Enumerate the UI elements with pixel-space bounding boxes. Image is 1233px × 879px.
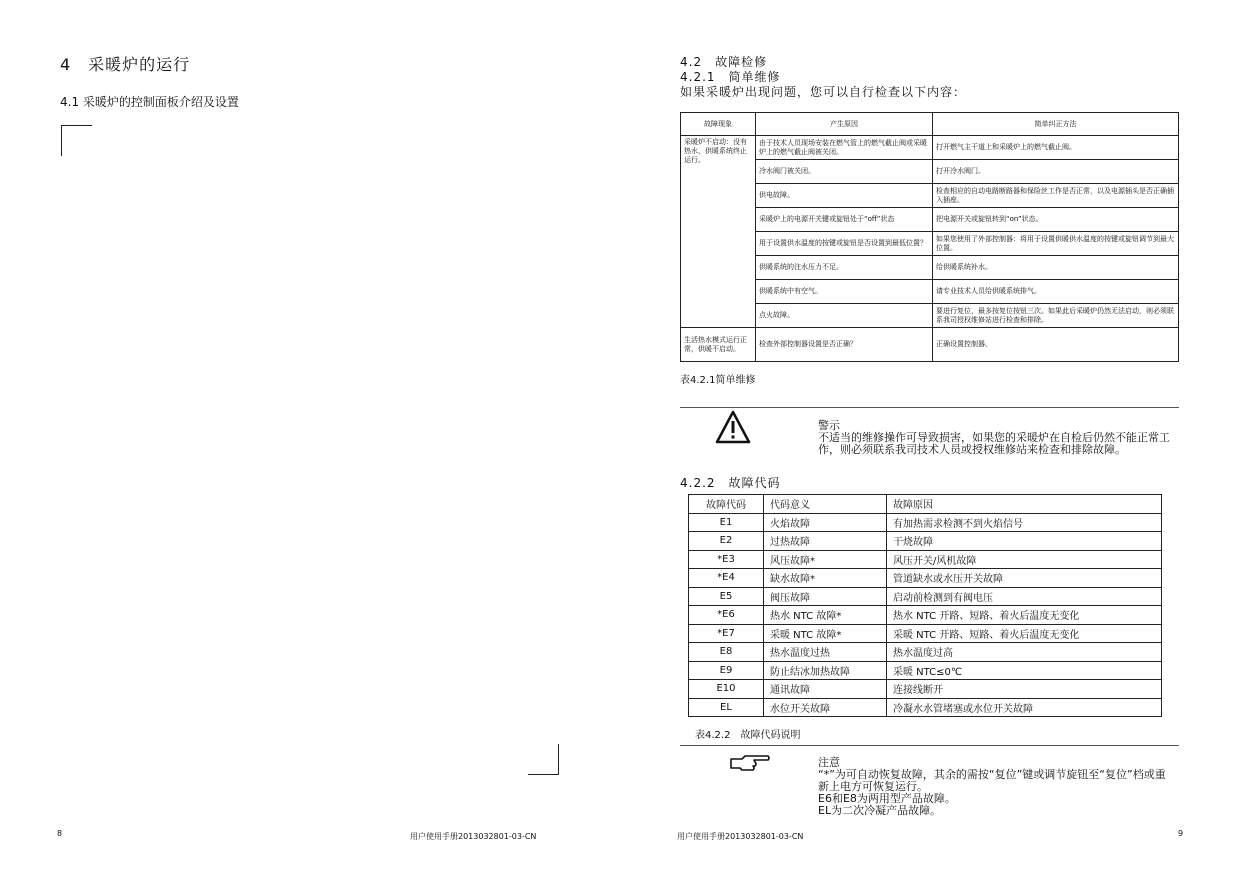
symptom-cell: 采暖炉不启动：没有热水，供暖系统终止运行。 [681,136,756,328]
subsection-title-fault-codes: 4.2.2 故障代码 [680,476,781,490]
intro-text: 如果采暖炉出现问题，您可以自行检查以下内容： [680,85,967,99]
warning-text: 不适当的维修操作可导致损害，如果您的采暖炉在自检后仍然不能正常工作，则必须联系我司技术人员或授权维修站来检查和排除故障。 [818,431,1170,456]
cause-cell: 点火故障。 [756,304,933,328]
section-title: 4 采暖炉的运行 [60,55,191,74]
code-cell: E5 [689,587,764,606]
fix-cell: 正确设置控制器。 [933,328,1179,362]
meaning-cell: 缺水故障* [764,569,887,588]
warning-triangle-icon [714,409,752,445]
fix-cell: 如果您使用了外部控制器：将用于设置供暖供水温度的按键或旋钮调节到最大位置。 [933,232,1179,256]
table-row [689,587,1162,606]
table-row [689,550,1162,569]
note-divider [680,745,1179,746]
page-number-right: 9 [1178,829,1184,838]
table-row [689,680,1162,699]
reason-cell: 启动前检测到有阀电压 [887,587,1162,606]
reason-cell: 风压开关/风机故障 [887,550,1162,569]
reason-cell: 热水温度过高 [887,643,1162,662]
reason-cell: 管道缺水或水压开关故障 [887,569,1162,588]
note-title: 注意 [818,756,840,769]
troubleshooting-table [680,112,1179,362]
reason-cell: 采暖 NTC 开路、短路、着火后温度无变化 [887,624,1162,643]
warning-block [818,420,1173,456]
meaning-cell: 通讯故障 [764,680,887,699]
header-cause: 产生原因 [756,113,933,136]
meaning-cell: 阀压故障 [764,587,887,606]
reason-cell: 有加热需求检测不到火焰信号 [887,513,1162,532]
reason-cell: 采暖 NTC≤0℃ [887,661,1162,680]
warning-divider [680,407,1179,408]
header-reason: 故障原因 [887,495,1162,514]
table-row [681,136,1179,160]
table-header-row [681,113,1179,136]
table2-caption: 表4.2.2 故障代码说明 [695,730,801,741]
table-header-row [689,495,1162,514]
image-frame-corner-bottom-right [528,744,559,775]
footer-right: 用户使用手册2013032801-03-CN [677,832,804,841]
table-row [681,328,1179,362]
code-cell: E8 [689,643,764,662]
section-title-fault: 4.2 故障检修 [680,55,768,69]
meaning-cell: 采暖 NTC 故障* [764,624,887,643]
code-cell: E1 [689,513,764,532]
fix-cell: 检查相应的自动电路断路器和保险丝工作是否正常，以及电源插头是否正确插入插座。 [933,184,1179,208]
note-block [818,757,1173,817]
pointing-hand-icon [728,752,772,774]
header-meaning: 代码意义 [764,495,887,514]
fix-cell: 把电源开关或旋钮转到“on”状态。 [933,208,1179,232]
table-row [681,304,1179,328]
note-line-2: E6和E8为两用型产品故障。 [818,792,956,805]
cause-cell: 检查外部控制器设置是否正确？ [756,328,933,362]
table1-caption: 表4.2.1简单维修 [680,375,756,386]
meaning-cell: 热水 NTC 故障* [764,606,887,625]
meaning-cell: 水位开关故障 [764,698,887,717]
table-row [689,661,1162,680]
table-row [681,208,1179,232]
cause-cell: 冷水阀门被关闭。 [756,160,933,184]
fix-cell: 要进行复位，最多按复位按钮三次。如果此后采暖炉仍然无法启动，则必须联系我司授权维修站进行检查和排除。 [933,304,1179,328]
meaning-cell: 风压故障* [764,550,887,569]
symptom-cell: 生活热水模式运行正常，供暖不启动。 [681,328,756,362]
reason-cell: 连接线断开 [887,680,1162,699]
cause-cell: 供电故障。 [756,184,933,208]
code-cell: E9 [689,661,764,680]
note-line-3: EL为二次冷凝产品故障。 [818,804,942,817]
meaning-cell: 热水温度过热 [764,643,887,662]
fix-cell: 打开燃气主干道上和采暖炉上的燃气截止阀。 [933,136,1179,160]
cause-cell: 供暖系统的注水压力不足。 [756,256,933,280]
table-row [681,232,1179,256]
code-cell: E2 [689,532,764,551]
image-frame-corner-top-left [61,125,92,156]
table-row [689,624,1162,643]
cause-cell: 供暖系统中有空气。 [756,280,933,304]
table-row [681,256,1179,280]
table-row [681,280,1179,304]
code-cell: E10 [689,680,764,699]
cause-cell: 由于技术人员现场安装在燃气管上的燃气截止阀或采暖炉上的燃气截止阀被关闭。 [756,136,933,160]
table-row [689,569,1162,588]
subsection-title: 4.1 采暖炉的控制面板介绍及设置 [60,95,239,109]
cause-cell: 采暖炉上的电源开关键或旋钮处于“off”状态 [756,208,933,232]
fix-cell: 给供暖系统补水。 [933,256,1179,280]
footer-left: 用户使用手册2013032801-03-CN [410,832,537,841]
header-symptom: 故障现象 [681,113,756,136]
reason-cell: 冷凝水水管堵塞或水位开关故障 [887,698,1162,717]
code-cell: EL [689,698,764,717]
note-line-1: “*”为可自动恢复故障，其余的需按“复位”键或调节旋钮至“复位”档或重新上电方可恢复运行。 [818,768,1166,793]
reason-cell: 热水 NTC 开路、短路、着火后温度无变化 [887,606,1162,625]
table-row [689,606,1162,625]
fault-code-table [688,494,1162,717]
table-row [689,513,1162,532]
table-row [689,643,1162,662]
meaning-cell: 防止结冰加热故障 [764,661,887,680]
meaning-cell: 火焰故障 [764,513,887,532]
subsection-title-simple-repair: 4.2.1 简单维修 [680,70,781,84]
warning-title: 警示 [818,419,840,432]
table-row [681,160,1179,184]
reason-cell: 干烧故障 [887,532,1162,551]
header-code: 故障代码 [689,495,764,514]
cause-cell: 用于设置供水温度的按键或旋钮是否设置到最低位置？ [756,232,933,256]
table-row [681,184,1179,208]
code-cell: *E7 [689,624,764,643]
page-number-left: 8 [57,829,63,838]
fix-cell: 请专业技术人员给供暖系统排气。 [933,280,1179,304]
table-row [689,698,1162,717]
code-cell: *E3 [689,550,764,569]
fix-cell: 打开冷水阀门。 [933,160,1179,184]
code-cell: *E6 [689,606,764,625]
header-fix: 简单纠正方法 [933,113,1179,136]
code-cell: *E4 [689,569,764,588]
meaning-cell: 过热故障 [764,532,887,551]
table-row [689,532,1162,551]
